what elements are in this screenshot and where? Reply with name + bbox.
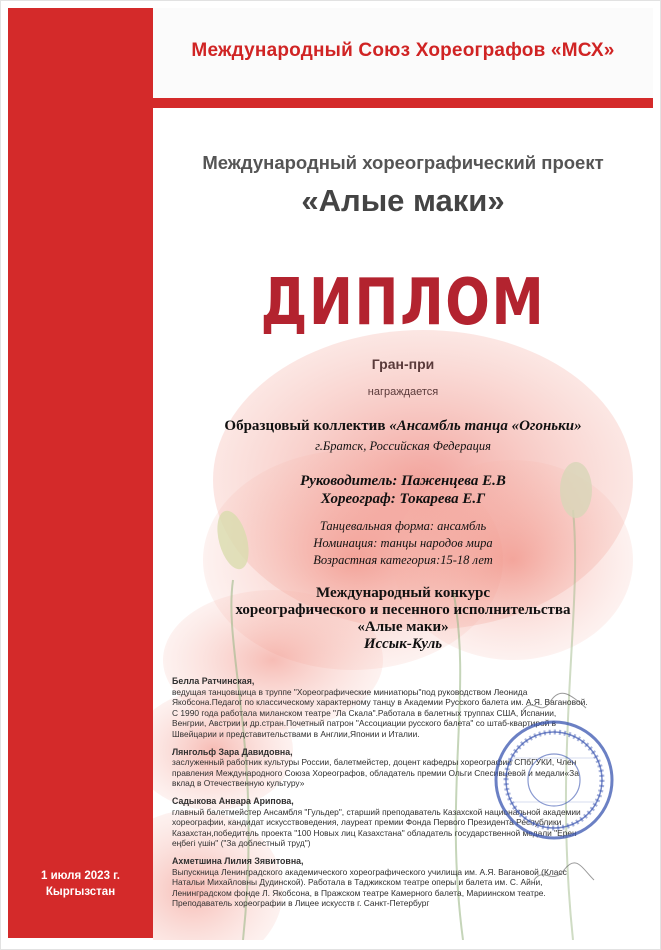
diploma-heading: ДИПЛОМ (260, 266, 546, 340)
project-name: «Алые маки» (301, 183, 505, 218)
issue-date: 1 июля 2023 г. (40, 870, 121, 882)
dance-form: Танцевальная форма: ансамбль (319, 519, 487, 533)
organization-title: Международный Союз Хореографов «МСХ» (191, 40, 615, 61)
award-title: Гран-при (371, 356, 435, 372)
signature-scribble-icon (520, 690, 590, 720)
choreographer: Хореограф: Токарева Е.Г (320, 491, 486, 507)
leader: Руководитель: Паженцева Е.В (300, 473, 506, 489)
project-title: Международный хореографический проект (202, 152, 604, 173)
jury-name: Лянгольф Зара Давидовна, (172, 746, 293, 757)
recipient-location: г.Братск, Российская Федерация (315, 439, 491, 453)
recipient-line (153, 418, 653, 435)
jury-description: Выпускница Ленинградского академического хореографического училища им. А.Я. Вагановой (Класс Натальи Михайловны Дудинской). Работала в Таджикском театре оперы и балета им. С. Айни, Ленинградском фонде Л. Якобсона, в Пражском театре Камерного балета, Мариинском театре. Преподаватель хореографии в Лицее искусств г. Санкт-Петербург (172, 866, 567, 909)
jury-name: Садыкова Анвара Арипова, (172, 795, 294, 806)
issue-country: Кыргызстан (45, 886, 116, 898)
left-red-bar (8, 8, 153, 938)
jury-name: Белла Ратчинская, (172, 676, 255, 686)
contest-line-3: «Алые маки» (357, 619, 449, 635)
jury-description: ведущая танцовщица в труппе "Хореографические миниатюры"под руководством Леонида Якобсона.Педагог по классическому характерному танцу в Академии Русского балета им. А.Я. Вагановой. С 1990 года работала миланском театре "Ла Скала".Работала в балетных труппах США, Испании, Венгрии, Австрии и др.стран.Почетный патрон "Ассоциации русского балета" со штаб-квартирой в Швейцарии и представительствами в Англии,Японии и Италии. (172, 686, 588, 739)
signature-scribble-icon (530, 860, 600, 890)
contest-line-1: Международный конкурс (316, 585, 490, 601)
header-red-stripe (153, 98, 653, 108)
awarded-label: награждается (367, 386, 439, 398)
contest-line-2: хореографического и песенного исполнительства (235, 602, 571, 618)
age-category: Возрастная категория:15-18 лет (313, 553, 493, 567)
jury-name: Ахметшина Лилия Зявитовна, (172, 855, 304, 866)
official-stamp-icon (492, 718, 616, 842)
issue-info (8, 868, 153, 900)
jury-description: заслуженный работник культуры России, балетмейстер, доцент кафедры хореографии СПбГУКИ, Член правления Международного Союза Хореографов, обладатель премии Ольги Спесивцевой и медали«За вклад в Отечественную культуру» (172, 757, 579, 789)
collective-name: «Ансамбль танца «Огоньки» (389, 418, 582, 434)
collective-prefix: Образцовый коллектив (224, 418, 390, 434)
contest-place: Иссык-Куль (363, 636, 443, 652)
nomination: Номинация: танцы народов мира (313, 536, 493, 550)
jury-description: главный балетмейстер Ансамбля "Гульдер", старший преподаватель Казахской национальной академии хореографии, кандидат искусствоведения, лауреат премии Фонда Первого Президента Республики Казахстан,победитель проекта "100 Новых лиц Казахстана" обладатель государственной медали "Ерен еңбегі үшін" ("За доблестный труд") (172, 806, 581, 849)
jury-entry (172, 856, 592, 909)
